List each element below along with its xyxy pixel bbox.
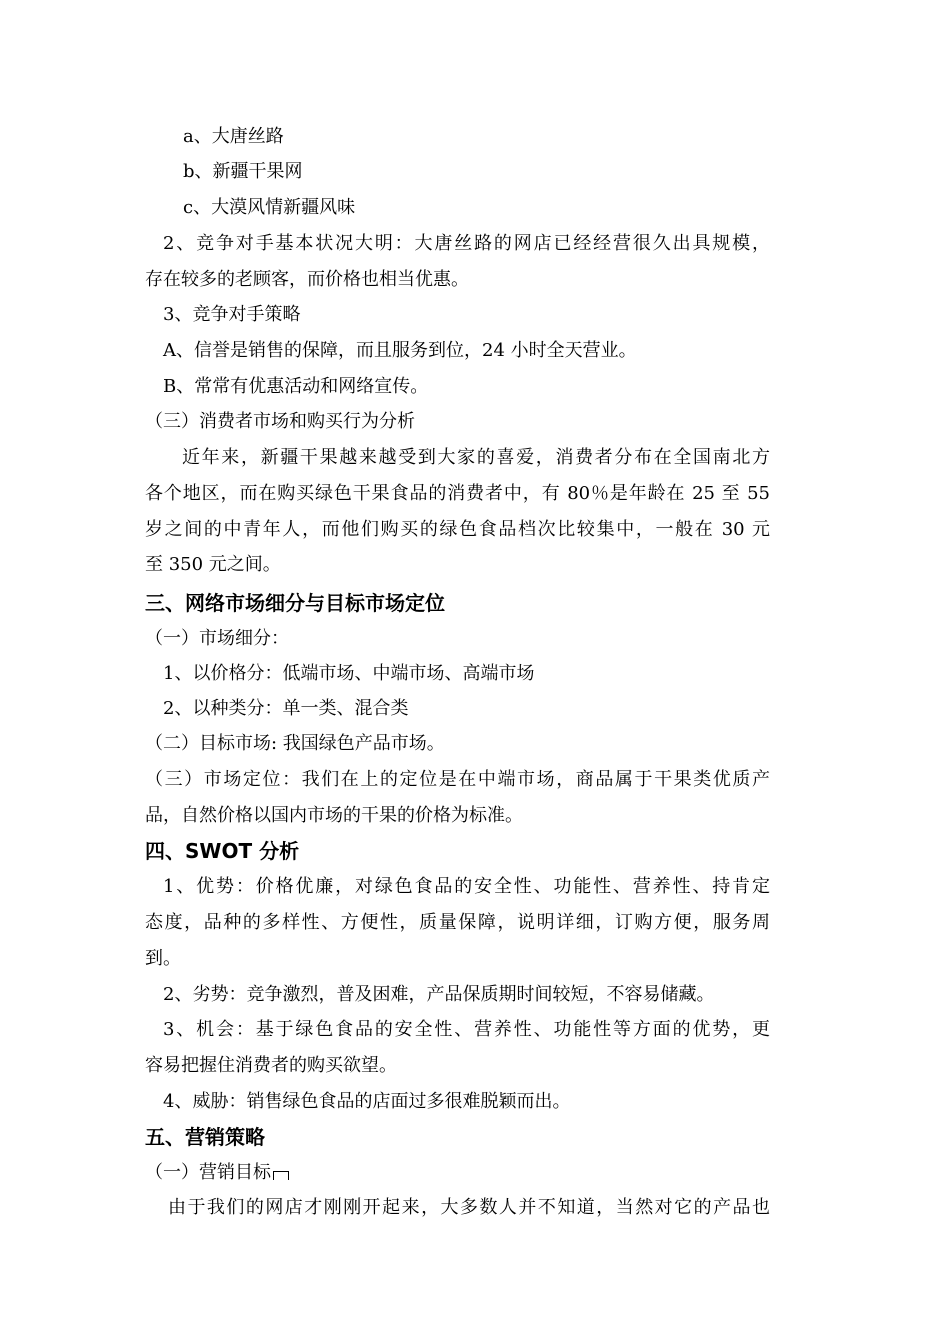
paragraph-line: 2、竞争对手基本状况大明：大唐丝路的网店已经经营很久出具规模， xyxy=(163,233,770,254)
list-item: c、大漠风情新疆风味 xyxy=(183,197,356,218)
section-heading: 三、网络市场细分与目标市场定位 xyxy=(145,591,445,615)
list-item: 2、劣势：竞争激烈，普及困难，产品保质期时间较短，不容易储藏。 xyxy=(163,984,715,1005)
list-item: 1、以价格分：低端市场、中端市场、高端市场 xyxy=(163,663,535,684)
section-subheading: （一）市场细分： xyxy=(145,628,289,649)
list-item: A、信誉是销售的保障，而且服务到位，24 小时全天营业。 xyxy=(163,340,637,361)
list-item: 4、威胁：销售绿色食品的店面过多很难脱颖而出。 xyxy=(163,1091,571,1112)
paragraph-line: 由于我们的网店才刚刚开起来，大多数人并不知道，当然对它的产品也 xyxy=(168,1197,770,1218)
section-subheading: （一）营销目标 xyxy=(145,1162,271,1183)
section-subheading-row xyxy=(145,1161,770,1185)
text-cursor-icon xyxy=(273,1171,289,1180)
paragraph-line: 存在较多的老顾客，而价格也相当优惠。 xyxy=(145,269,469,290)
paragraph-line: 容易把握住消费者的购买欲望。 xyxy=(145,1055,397,1076)
paragraph-line: 至 350 元之间。 xyxy=(145,554,281,575)
list-item: a、大唐丝路 xyxy=(183,126,284,147)
section-subheading: （二）目标市场: 我国绿色产品市场。 xyxy=(145,733,445,754)
paragraph-line: 近年来，新疆干果越来越受到大家的喜爱，消费者分布在全国南北方 xyxy=(182,447,770,468)
list-item: B、常常有优惠活动和网络宣传。 xyxy=(163,376,429,397)
paragraph-line: 各个地区，而在购买绿色干果食品的消费者中，有 80％是年龄在 25 至 55 xyxy=(145,483,770,504)
paragraph-line: 岁之间的中青年人，而他们购买的绿色食品档次比较集中，一般在 30 元 xyxy=(145,519,770,540)
paragraph-line: 到。 xyxy=(145,948,181,969)
section-heading: 五、营销策略 xyxy=(145,1125,265,1149)
section-subheading: （三）消费者市场和购买行为分析 xyxy=(145,411,415,432)
paragraph-line: 态度，品种的多样性、方便性，质量保障，说明详细，订购方便，服务周 xyxy=(145,912,770,933)
paragraph-line: 品，自然价格以国内市场的干果的价格为标准。 xyxy=(145,805,523,826)
section-heading: 四、SWOT 分析 xyxy=(145,839,300,863)
list-item: 3、机会：基于绿色食品的安全性、营养性、功能性等方面的优势，更 xyxy=(163,1019,770,1040)
list-item: b、新疆干果网 xyxy=(183,161,303,182)
list-item: 3、竞争对手策略 xyxy=(163,304,301,325)
list-item: 1、优势：价格优廉，对绿色食品的安全性、功能性、营养性、持肯定 xyxy=(163,876,770,897)
paragraph-line: （三）市场定位：我们在上的定位是在中端市场，商品属于干果类优质产 xyxy=(145,769,770,790)
list-item: 2、以种类分：单一类、混合类 xyxy=(163,698,409,719)
